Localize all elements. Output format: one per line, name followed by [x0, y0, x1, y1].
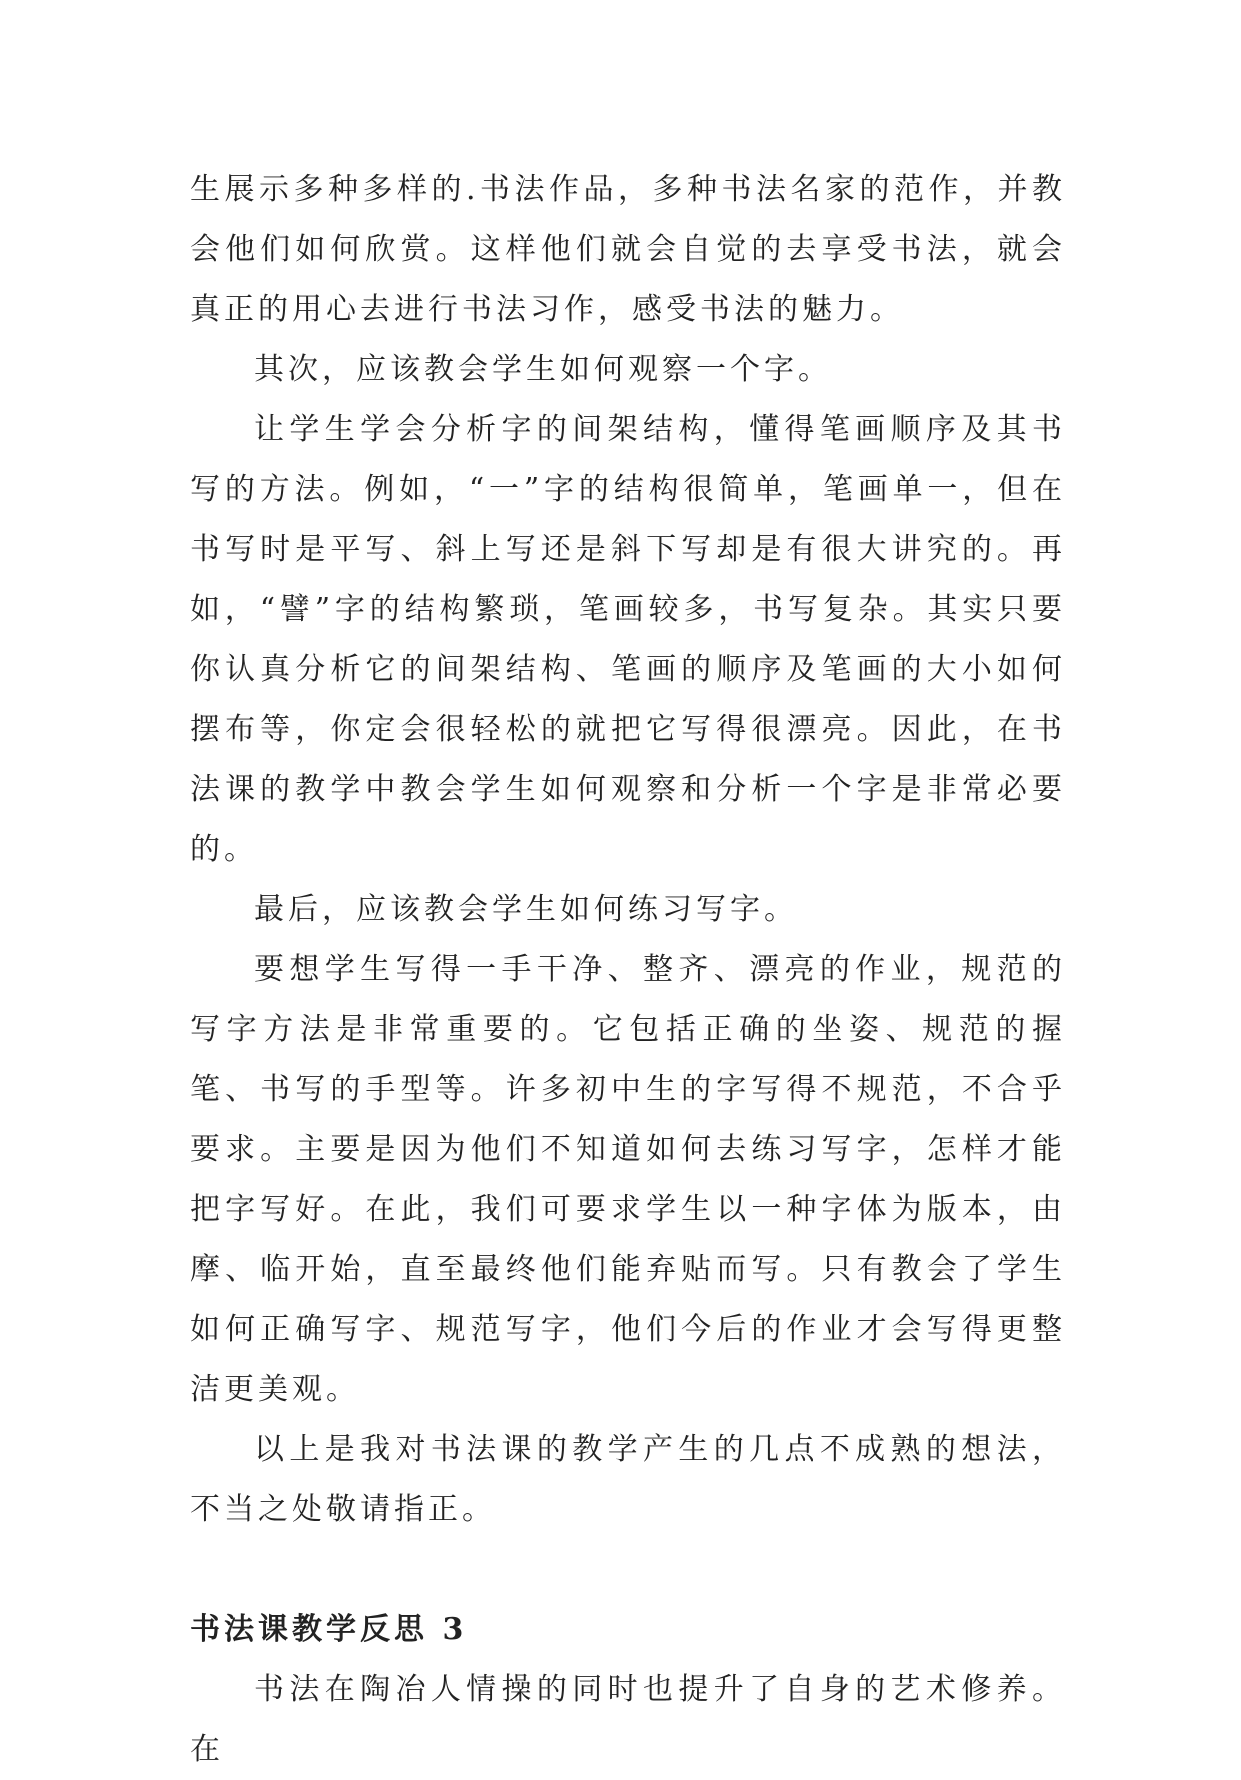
paragraph-section-3-intro: 书法在陶冶人情操的同时也提升了自身的艺术修养。在 [190, 1672, 1066, 1767]
paragraph-practice-method: 要想学生写得一手干净、整齐、漂亮的作业，规范的写字方法是非常重要的。它包括正确的坐姿、规范的握笔、书写的手型等。许多初中生的字写得不规范，不合乎要求。主要是因为他们不知道如何去练习写字，怎样才能把字写好。在此，我们可要求学生以一种字体为版本，由摩、临开始，直至最终他们能弃贴而写。只有教会了学生如何正确写字、规范写字，他们今后的作业才会写得更整洁更美观。 [190, 952, 1066, 1407]
paragraph-observe-structure: 让学生学会分析字的间架结构，懂得笔画顺序及其书写的方法。例如，“一”字的结构很简单，笔画单一，但在书写时是平写、斜上写还是斜下写却是有很大讲究的。再如，“譬”字的结构繁琐，笔画较多，书写复杂。其实只要你认真分析它的间架结构、笔画的顺序及笔画的大小如何摆布等，你定会很轻松的就把它写得很漂亮。因此，在书法课的教学中教会学生如何观察和分析一个字是非常必要的。 [190, 412, 1066, 867]
paragraph-continuation: 生展示多种多样的.书法作品，多种书法名家的范作，并教会他们如何欣赏。这样他们就会自觉的去享受书法，就会真正的用心去进行书法习作，感受书法的魅力。 [190, 172, 1066, 327]
section-heading: 书法课教学反思 3 [190, 1612, 468, 1647]
paragraph-conclusion: 以上是我对书法课的教学产生的几点不成熟的想法，不当之处敬请指正。 [190, 1432, 1066, 1527]
document-body [190, 160, 1066, 1780]
paragraph-second-point: 其次，应该教会学生如何观察一个字。 [254, 352, 832, 387]
paragraph-last-point: 最后，应该教会学生如何练习写字。 [254, 892, 798, 927]
